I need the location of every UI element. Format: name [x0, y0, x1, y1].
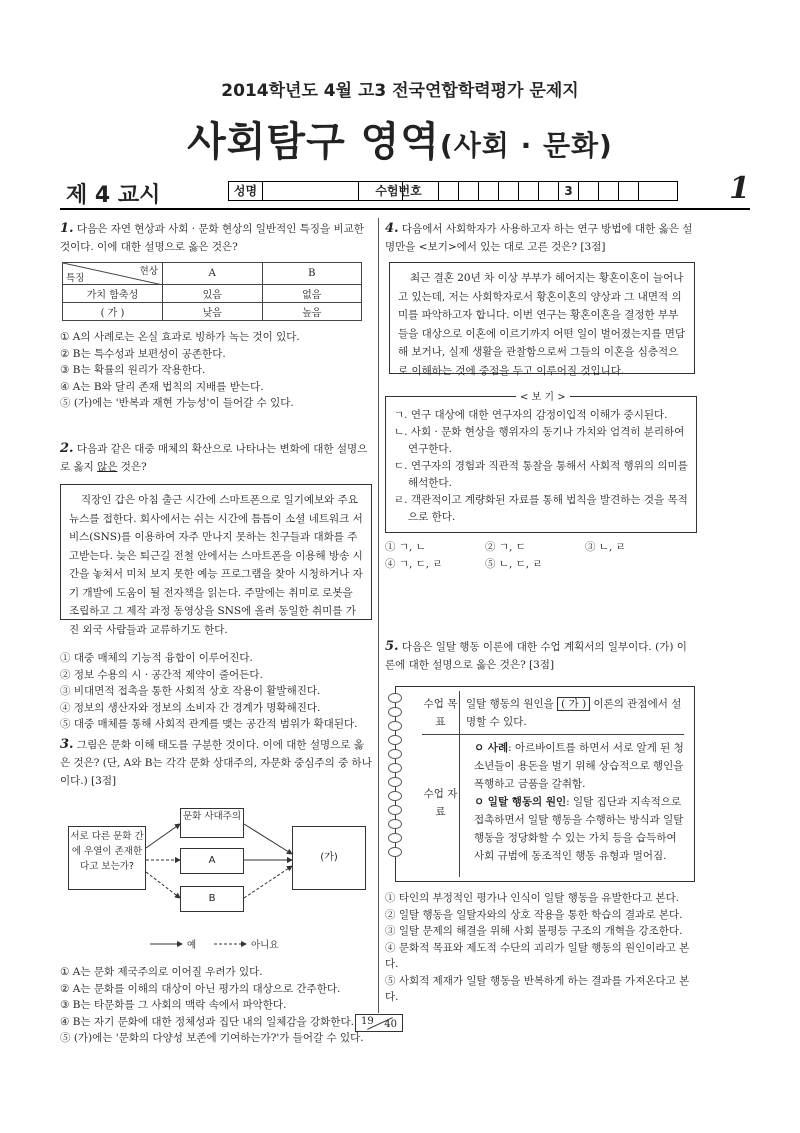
goal-text — [460, 691, 684, 734]
goal-blank: ( 가 ) — [557, 697, 590, 711]
goal-label: 수업 목표 — [422, 691, 460, 734]
digit-cell — [519, 182, 539, 200]
exam-number-label: 수험번호 — [359, 182, 439, 200]
digit-cell — [599, 182, 619, 200]
question-number: 3. — [60, 737, 74, 752]
cause-heading: ㅇ 일탈 행동의 원인 — [474, 796, 567, 808]
underlined-word: 않은 — [97, 461, 118, 473]
exam-title — [0, 110, 800, 167]
exam-subtitle: 2014학년도 4월 고3 전국연합학력평가 문제지 — [221, 81, 579, 101]
corner-bottom-label: 특징 — [66, 273, 85, 284]
corner-top-label: 현상 — [139, 266, 158, 277]
digit-cell — [459, 182, 479, 200]
answer-option[interactable]: ② 정보 수용의 시 · 공간적 제약이 줄어든다. — [60, 668, 263, 681]
ring-icon — [388, 791, 402, 801]
question-text-end: 것은? — [117, 461, 147, 473]
question-3 — [60, 736, 372, 1047]
question-text: 다음은 자연 현상과 사회 · 문화 현상의 일반적인 특징을 비교한 것이다. 이에 대한 설명으로 옳은 것은? — [60, 223, 364, 253]
table-row — [63, 285, 362, 303]
question-number: 4. — [385, 221, 399, 236]
row-label: ( 가 ) — [63, 303, 163, 321]
ring-icon — [388, 833, 402, 843]
digit-cell — [439, 182, 459, 200]
question-5 — [385, 638, 697, 1006]
period-label: 제 4 교시 — [66, 183, 161, 208]
title-subject: (사회 · 문화) — [439, 129, 613, 162]
ring-icon — [388, 693, 402, 703]
ring-icon — [388, 847, 402, 857]
answer-option[interactable]: ④ 문화적 목표와 제도적 수단의 괴리가 일탈 행동의 원인이라고 본다. — [385, 941, 690, 970]
question-number: 2. — [60, 441, 74, 456]
cause-item — [466, 793, 684, 865]
answer-option[interactable]: ⑤ (가)에는 '문화의 다양성 보존에 기여하는가?'가 들어갈 수 있다. — [60, 1032, 364, 1044]
answer-option[interactable]: ③ ㄴ, ㄹ — [585, 541, 626, 553]
row-label: 가치 함축성 — [63, 285, 163, 303]
data-row — [422, 735, 684, 877]
case-heading: ㅇ 사례 — [474, 742, 509, 754]
answer-option[interactable]: ④ B는 자기 문화에 대한 정체성과 집단 내의 일체감을 강화한다. — [60, 1015, 354, 1028]
table-cell: 있음 — [163, 285, 263, 303]
answer-options — [60, 329, 372, 412]
cultural-toadyism-box: 문화 사대주의 — [180, 808, 244, 838]
ring-icon — [388, 763, 402, 773]
lesson-plan-notebook — [395, 686, 695, 882]
answer-options — [385, 539, 697, 572]
boki-item: ㄹ. 객관적이고 계량화된 자료를 통해 법칙을 발견하는 것을 목적으로 한다. — [394, 494, 688, 523]
exam-number-field — [358, 181, 678, 201]
column-header: B — [262, 263, 362, 285]
cause-text: : 일탈 집단과 지속적으로 접촉하면서 일탈 행동을 수행하는 방식과 일탈 행동을 정당화할 수 있는 가치 등을 습득하여 사회 규범에 동조적인 행동 유형과 멀어짐. — [474, 796, 684, 862]
digit-cell-filled: 3 — [559, 182, 579, 200]
ring-icon — [388, 721, 402, 731]
box-ga: (가) — [292, 826, 366, 890]
digit-cell — [579, 182, 599, 200]
page-footer — [355, 1014, 403, 1032]
boki-box — [385, 392, 697, 533]
answer-option[interactable]: ① 타인의 부정적인 평가나 인식이 일탈 행동을 유발한다고 본다. — [385, 892, 680, 904]
question-4 — [385, 220, 697, 572]
boki-title: < 보 기 > — [516, 389, 570, 406]
table-cell: 없음 — [262, 285, 362, 303]
question-1-stem — [60, 220, 372, 256]
header-rule — [60, 208, 750, 210]
ring-icon — [388, 777, 402, 787]
case-text: : 아르바이트를 하면서 서로 알게 된 청소년들이 용돈을 벌기 위해 상습적으로 행인을 폭행하고 금품을 갈취함. — [474, 742, 684, 790]
question-2 — [60, 440, 372, 733]
question-text: 다음은 일탈 행동 이론에 대한 수업 계획서의 일부이다. (가) 이론에 대한 설명으로 옳은 것은? [3점] — [385, 641, 687, 671]
answer-options — [385, 890, 697, 1006]
goal-row — [422, 691, 684, 735]
goal-text-start: 일탈 행동의 원인을 — [466, 698, 558, 710]
header-info-row — [60, 171, 750, 208]
goal-text-end: 이론의 관점에서 설명할 수 있다. — [466, 698, 682, 728]
answer-option[interactable]: ④ 정보의 생산자와 정보의 소비자 간 경계가 명확해진다. — [60, 701, 321, 714]
answer-option[interactable]: ③ 일탈 문제의 해결을 위해 사회 불평등 구조의 개혁을 강조한다. — [385, 925, 683, 937]
question-5-stem — [385, 638, 697, 674]
passage-box: 직장인 갑은 아침 출근 시간에 스마트폰으로 일기예보와 주요 뉴스를 접한다. 회사에서는 쉬는 시간에 틈틈이 소셜 네트워크 서비스(SNS)를 이용하여 자주 만나지 못하는 친구들과 대화를 주고받는다. 늦은 퇴근길 전철 안에서는 스마트폰을 이용해 방송 시간을 놓쳐서 미처 보지 못한 예능 프로그램을 찾아 시청하거나 자기 개발에 도움이 될 전자책을 읽는다. 주말에는 취미로 로봇을 조립하고 그 제작 과정 동영상을 SNS에 올려 동일한 취미를 가진 외국 사람들과 교류하기도 한다. — [60, 484, 372, 620]
answer-options — [60, 650, 372, 733]
answer-option[interactable]: ② ㄱ, ㄷ — [485, 541, 526, 553]
answer-option[interactable]: ① 대중 매체의 기능적 융합이 이루어진다. — [60, 652, 253, 664]
boki-item: ㄴ. 사회 · 문화 현상을 행위자의 동기나 가치와 엄격히 분리하여 연구한다. — [394, 426, 685, 455]
table-corner-cell — [63, 263, 163, 285]
footer-total: 40 — [384, 1019, 397, 1030]
answer-options — [60, 964, 372, 1047]
digit-cell — [539, 182, 559, 200]
ring-icon — [388, 805, 402, 815]
title-main: 사회탐구 영역 — [187, 119, 440, 165]
answer-option[interactable]: ② A는 문화를 이해의 대상이 아닌 평가의 대상으로 간주한다. — [60, 982, 341, 995]
question-3-stem — [60, 736, 372, 790]
digit-cell — [639, 182, 659, 200]
data-text — [460, 735, 684, 877]
legend-yes: 예 — [187, 940, 197, 951]
answer-option[interactable]: ④ A는 B와 달리 존재 법칙의 지배를 받는다. — [60, 380, 264, 393]
table-cell: 낮음 — [163, 303, 263, 321]
box-a: A — [180, 848, 244, 874]
page-number: 1 — [729, 171, 750, 206]
answer-option[interactable]: ③ B는 확률의 원리가 작용한다. — [60, 364, 206, 376]
name-label: 성명 — [229, 182, 263, 200]
answer-option[interactable]: ⑤ 대중 매체를 통해 사회적 관계를 맺는 공간적 범위가 확대된다. — [60, 718, 358, 730]
digit-cell — [499, 182, 519, 200]
ring-icon — [388, 749, 402, 759]
table-cell: 높음 — [262, 303, 362, 321]
question-text: 그림은 문화 이해 태도를 구분한 것이다. 이에 대한 설명으로 옳은 것은? (단, A와 B는 각각 문화 상대주의, 자문화 중심주의 중 하나이다.) [3점] — [60, 739, 372, 787]
answer-option[interactable]: ⑤ (가)에는 '반복과 재현 가능성'이 들어갈 수 있다. — [60, 397, 294, 409]
case-item — [466, 739, 684, 793]
box-b: B — [180, 886, 244, 912]
answer-option[interactable]: ① A는 문화 제국주의로 이어질 우려가 있다. — [60, 966, 263, 978]
culture-attitude-diagram — [60, 804, 372, 952]
ring-icon — [388, 707, 402, 717]
digit-cell — [479, 182, 499, 200]
passage-box: 최근 결혼 20년 차 이상 부부가 헤어지는 황혼이혼이 늘어나고 있는데, 저는 사회학자로서 황혼이혼의 양상과 그 내면적 의미를 파악하고자 합니다. 이번 연구는 황혼이혼을 결정한 부부들을 대상으로 이혼에 이르기까지 어떤 일이 벌어졌는지를 면담해 보거나, 실제 생활을 관찰함으로써 그들의 이혼을 심층적으로 이해하는 것에 중점을 두고 이루어질 것입니다. — [389, 262, 695, 374]
question-number: 1. — [60, 221, 74, 236]
boki-item: ㄱ. 연구 대상에 대한 연구자의 감정이입적 이해가 중시된다. — [394, 409, 668, 421]
answer-option[interactable]: ⑤ 사회적 제재가 일탈 행동을 반복하게 하는 결과를 가져온다고 본다. — [385, 974, 690, 1003]
spiral-rings — [388, 693, 404, 861]
data-label: 수업 자료 — [422, 735, 460, 877]
column-divider — [378, 218, 379, 1013]
comparison-table — [62, 262, 362, 321]
footer-page: 19 — [361, 1016, 374, 1027]
answer-option[interactable]: ② 일탈 행동을 일탈자와의 상호 작용을 통한 학습의 결과로 본다. — [385, 908, 683, 921]
table-row — [63, 303, 362, 321]
digit-cell — [619, 182, 639, 200]
question-text: 다음과 같은 대중 매체의 확산으로 나타나는 변화에 대한 설명으로 옳지 — [60, 443, 368, 473]
question-box: 서로 다른 문화 간에 우열이 존재한다고 보는가? — [68, 826, 146, 890]
question-1 — [60, 220, 372, 412]
boki-item: ㄷ. 연구자의 경험과 직관적 통찰을 통해서 사회적 행위의 의미를 해석한다. — [394, 460, 688, 489]
answer-option[interactable]: ① A의 사례로는 온실 효과로 빙하가 녹는 것이 있다. — [60, 331, 300, 343]
answer-option[interactable]: ③ 비대면적 접촉을 통한 사회적 상호 작용이 활발해진다. — [60, 685, 321, 697]
ring-icon — [388, 819, 402, 829]
answer-option[interactable]: ④ ㄱ, ㄷ, ㄹ — [385, 557, 443, 570]
answer-option[interactable]: ② B는 특수성과 보편성이 공존한다. — [60, 347, 226, 360]
column-header: A — [163, 263, 263, 285]
ring-icon — [388, 735, 402, 745]
question-4-stem — [385, 220, 697, 256]
legend-no: 아니요 — [251, 940, 279, 951]
question-2-stem — [60, 440, 372, 476]
question-number: 5. — [385, 639, 399, 654]
answer-option[interactable]: ⑤ ㄴ, ㄷ, ㄹ — [485, 557, 543, 570]
question-text: 다음에서 사회학자가 사용하고자 하는 연구 방법에 대한 옳은 설명만을 <보기>에서 있는 대로 고른 것은? [3점] — [385, 223, 693, 253]
answer-option[interactable]: ③ B는 타문화를 그 사회의 맥락 속에서 파악한다. — [60, 999, 287, 1011]
answer-option[interactable]: ① ㄱ, ㄴ — [385, 541, 426, 553]
